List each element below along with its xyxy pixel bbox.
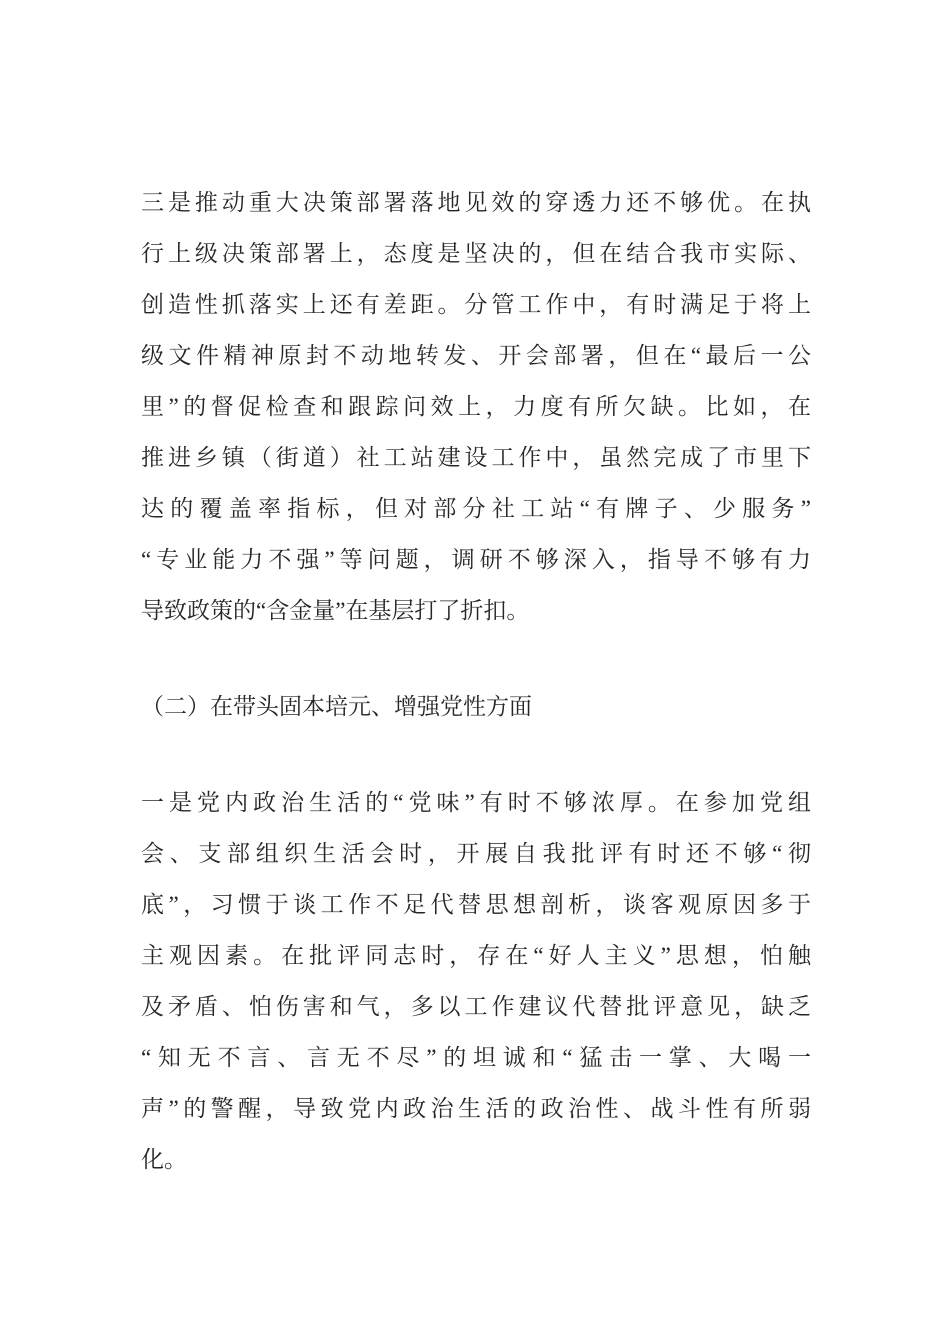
text-line: 级文件精神原封不动地转发、开会部署，但在“最后一公 (141, 343, 811, 368)
text-line: 导致政策的“含金量”在基层打了折扣。 (141, 598, 530, 623)
text-line: 化。 (141, 1147, 187, 1172)
text-line: 里”的督促检查和跟踪问效上，力度有所欠缺。比如，在 (141, 394, 811, 419)
text-line: 及矛盾、怕伤害和气，多以工作建议代替批评意见，缺乏 (141, 994, 811, 1019)
text-line: “专业能力不强”等问题，调研不够深入，指导不够有力 (141, 547, 811, 572)
text-line: 行上级决策部署上，态度是坚决的，但在结合我市实际、 (141, 241, 811, 266)
text-line: 底”，习惯于谈工作不足代替思想剖析，谈客观原因多于 (141, 892, 811, 917)
text-line: 会、支部组织生活会时，开展自我批评有时还不够“彻 (141, 841, 811, 866)
text-line: 一是党内政治生活的“党味”有时不够浓厚。在参加党组 (141, 790, 811, 815)
text-line: 推进乡镇（街道）社工站建设工作中，虽然完成了市里下 (141, 445, 811, 470)
section-heading (141, 681, 811, 732)
body-paragraph (141, 177, 811, 636)
document-body (141, 177, 811, 1185)
text-line: 主观因素。在批评同志时，存在“好人主义”思想，怕触 (141, 943, 811, 968)
text-line: “知无不言、言无不尽”的坦诚和“猛击一掌、大喝一 (141, 1045, 811, 1070)
text-line: 创造性抓落实上还有差距。分管工作中，有时满足于将上 (141, 292, 811, 317)
text-line: （二）在带头固本培元、增强党性方面 (141, 694, 532, 719)
text-line: 声”的警醒，导致党内政治生活的政治性、战斗性有所弱 (141, 1096, 811, 1121)
body-paragraph (141, 777, 811, 1185)
text-line: 三是推动重大决策部署落地见效的穿透力还不够优。在执 (141, 190, 811, 215)
text-line: 达的覆盖率指标，但对部分社工站“有牌子、少服务” (141, 496, 811, 521)
